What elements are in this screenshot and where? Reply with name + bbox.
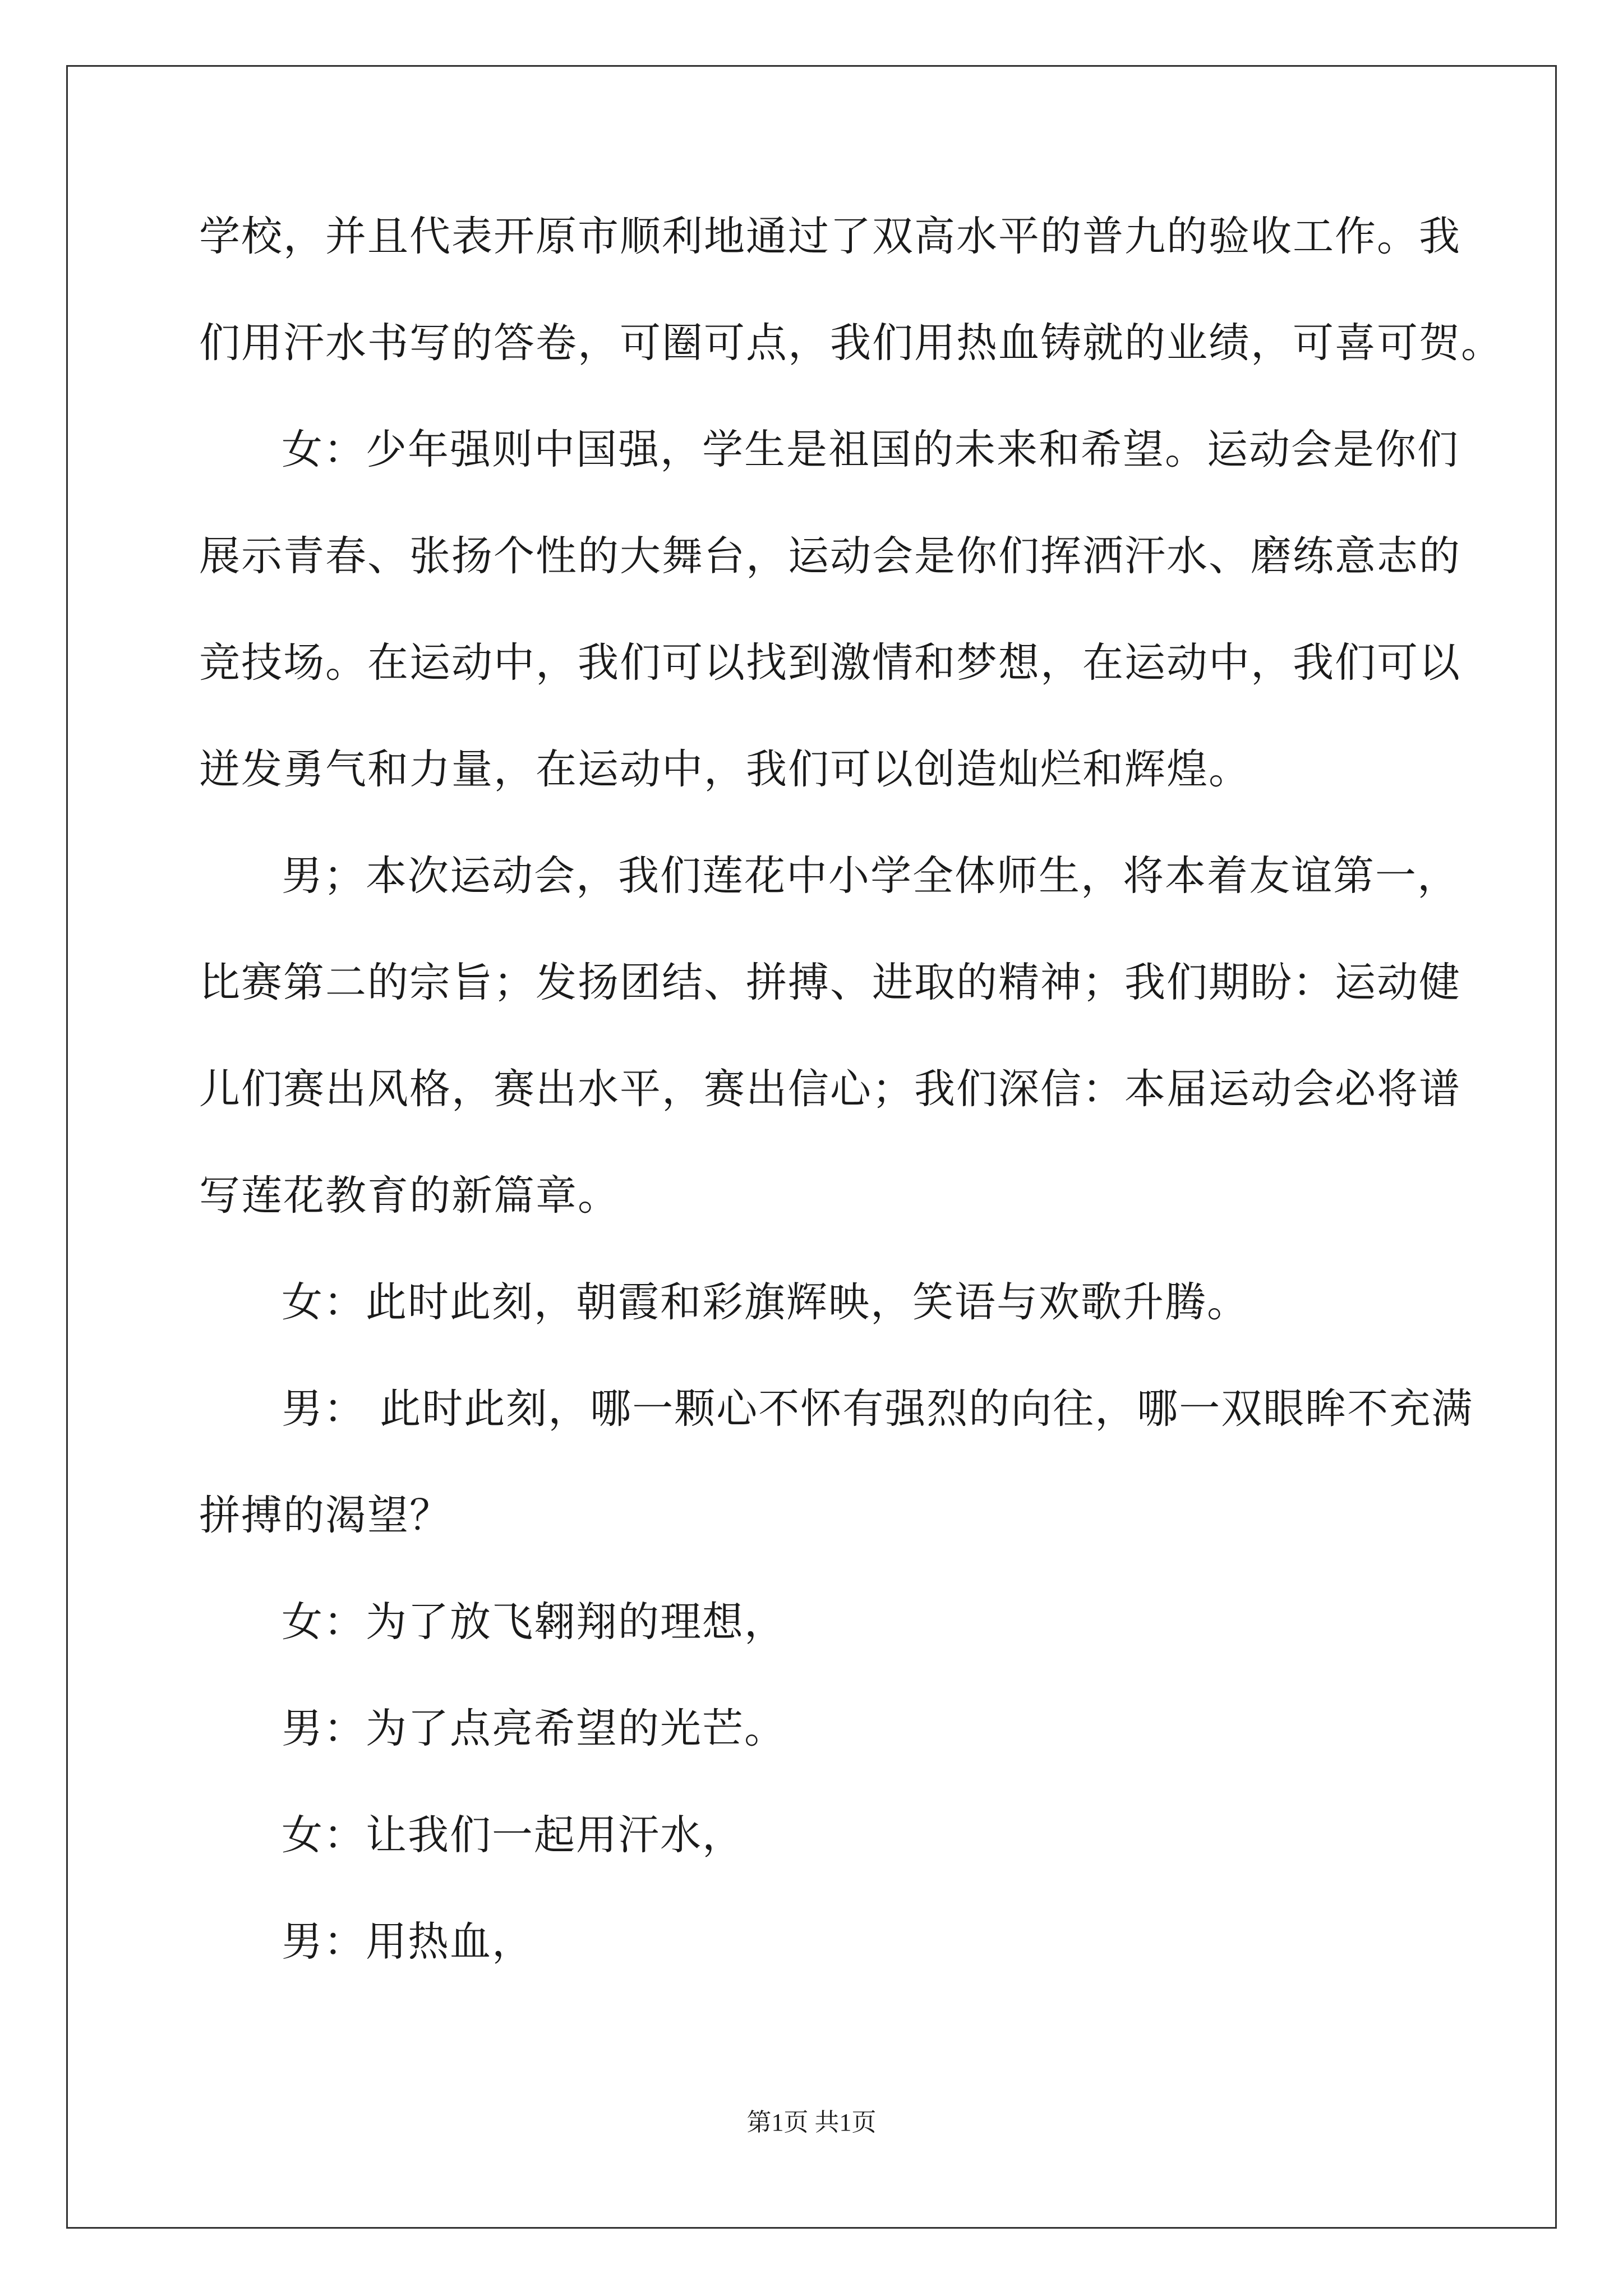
text-line: 女：少年强则中国强，学生是祖国的未来和希望。运动会是你们 [282,426,1459,473]
text-line: 儿们赛出风格，赛出水平，赛出信心；我们深信：本届运动会必将谱 [199,1065,1461,1113]
text-line: 女：此时此刻，朝霞和彩旗辉映，笑语与欢歌升腾。 [282,1278,1249,1326]
text-line: 迸发勇气和力量，在运动中，我们可以创造灿烂和辉煌。 [199,746,1251,793]
text-line: 竞技场。在运动中，我们可以找到激情和梦想，在运动中，我们可以 [199,639,1461,687]
text-line: 女：为了放飞翱翔的理想， [282,1598,786,1646]
text-line: 展示青春、张扬个性的大舞台，运动会是你们挥洒汗水、磨练意志的 [199,532,1461,580]
text-line: 男： 此时此刻，哪一颗心不怀有强烈的向往，哪一双眼眸不充满 [282,1385,1474,1433]
page-number-footer: 第1页 共1页 [746,2109,877,2136]
text-line: 们用汗水书写的答卷，可圈可点，我们用热血铸就的业绩，可喜可贺。 [199,319,1503,367]
text-line: 男；本次运动会，我们莲花中小学全体师生，将本着友谊第一， [282,852,1459,900]
document-body [199,213,1503,2028]
text-line: 比赛第二的宗旨；发扬团结、拼搏、进取的精神；我们期盼：运动健 [199,959,1461,1006]
text-line: 男：用热血， [282,1918,534,1966]
text-line: 写莲花教育的新篇章。 [199,1172,620,1220]
text-line: 男：为了点亮希望的光芒。 [282,1705,786,1752]
text-line: 女：让我们一起用汗水， [282,1811,744,1859]
text-line: 学校，并且代表开原市顺利地通过了双高水平的普九的验收工作。我 [199,213,1461,260]
text-line: 拼搏的渴望？ [199,1492,451,1539]
